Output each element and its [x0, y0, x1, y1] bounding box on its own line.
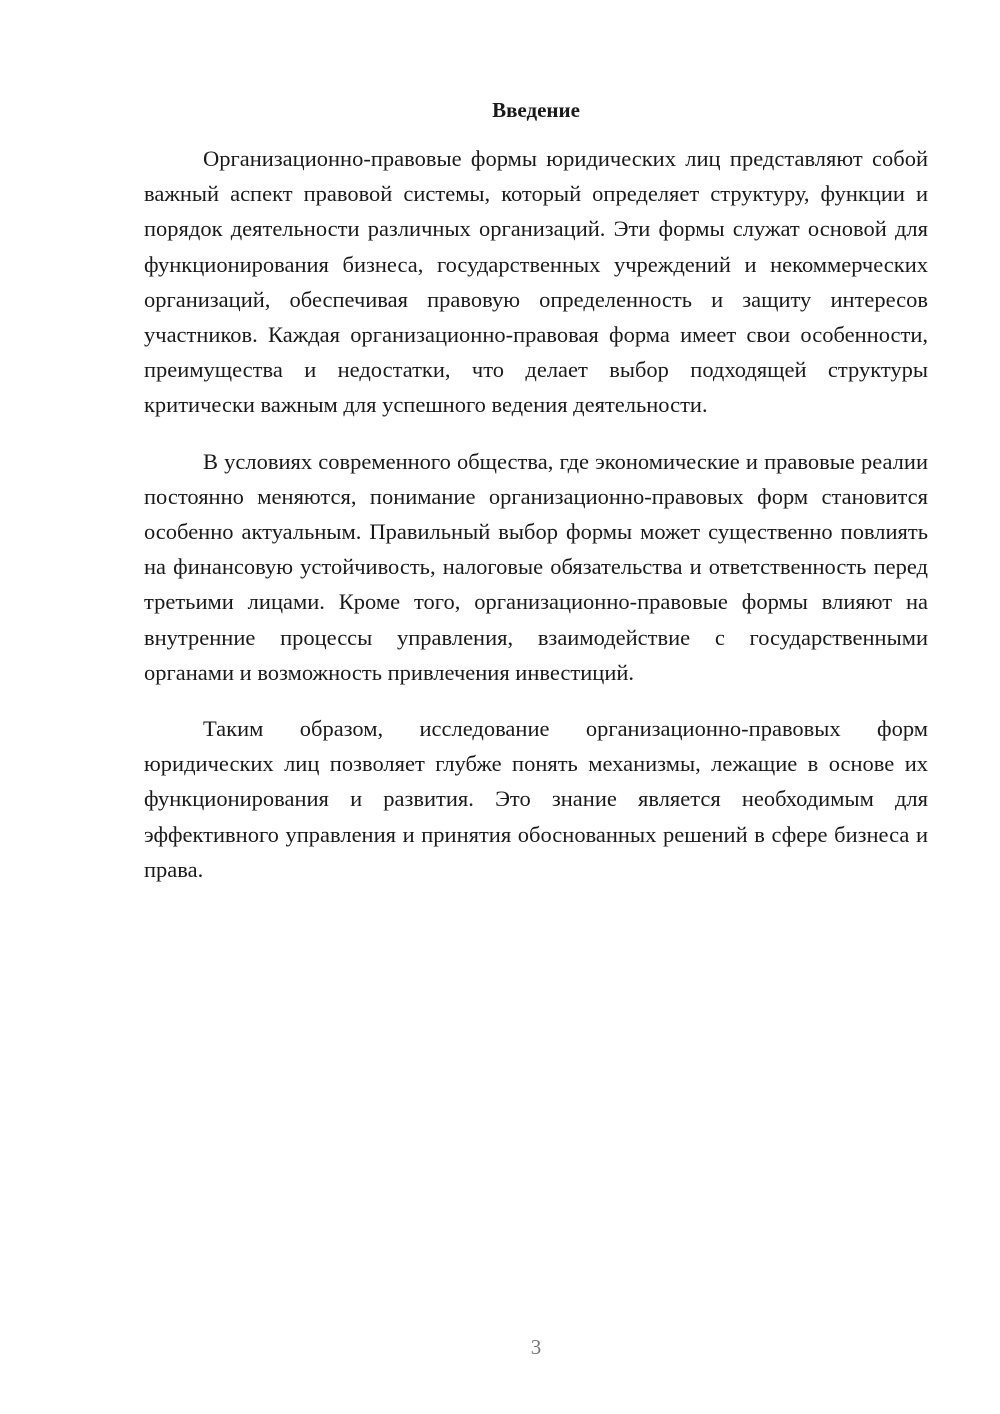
page-number: 3	[530, 1335, 542, 1359]
section-heading: Введение	[492, 98, 580, 122]
paragraph-1: Организационно-правовые формы юридических лиц представляют собой важный аспект правовой системы, который определяет структуру, функции и порядок деятельности различных организаций. Эти формы служат основой для функционирования бизнеса, государственных учреждений и некоммерческих организаций, обеспечивая правовую определенность и защиту интересов участников. Каждая организационно-правовая форма имеет свои особенности, преимущества и недостатки, что делает выбор подходящей структуры критически важным для успешного ведения деятельности.	[144, 146, 928, 418]
paragraph-2: В условиях современного общества, где экономические и правовые реалии постоянно меняются, понимание организационно-правовых форм становится особенно актуальным. Правильный выбор формы может существенно повлиять на финансовую устойчивость, налоговые обязательства и ответственность перед третьими лицами. Кроме того, организационно-правовые формы влияют на внутренние процессы управления, взаимодействие с государственными органами и возможность привлечения инвестиций.	[144, 448, 928, 685]
document-body	[144, 141, 928, 908]
paragraph-3: Таким образом, исследование организационно-правовых форм юридических лиц позволяет глубже понять механизмы, лежащие в основе их функционирования и развития. Это знание является необходимым для эффективного управления и принятия обоснованных решений в сфере бизнеса и права.	[144, 716, 928, 882]
